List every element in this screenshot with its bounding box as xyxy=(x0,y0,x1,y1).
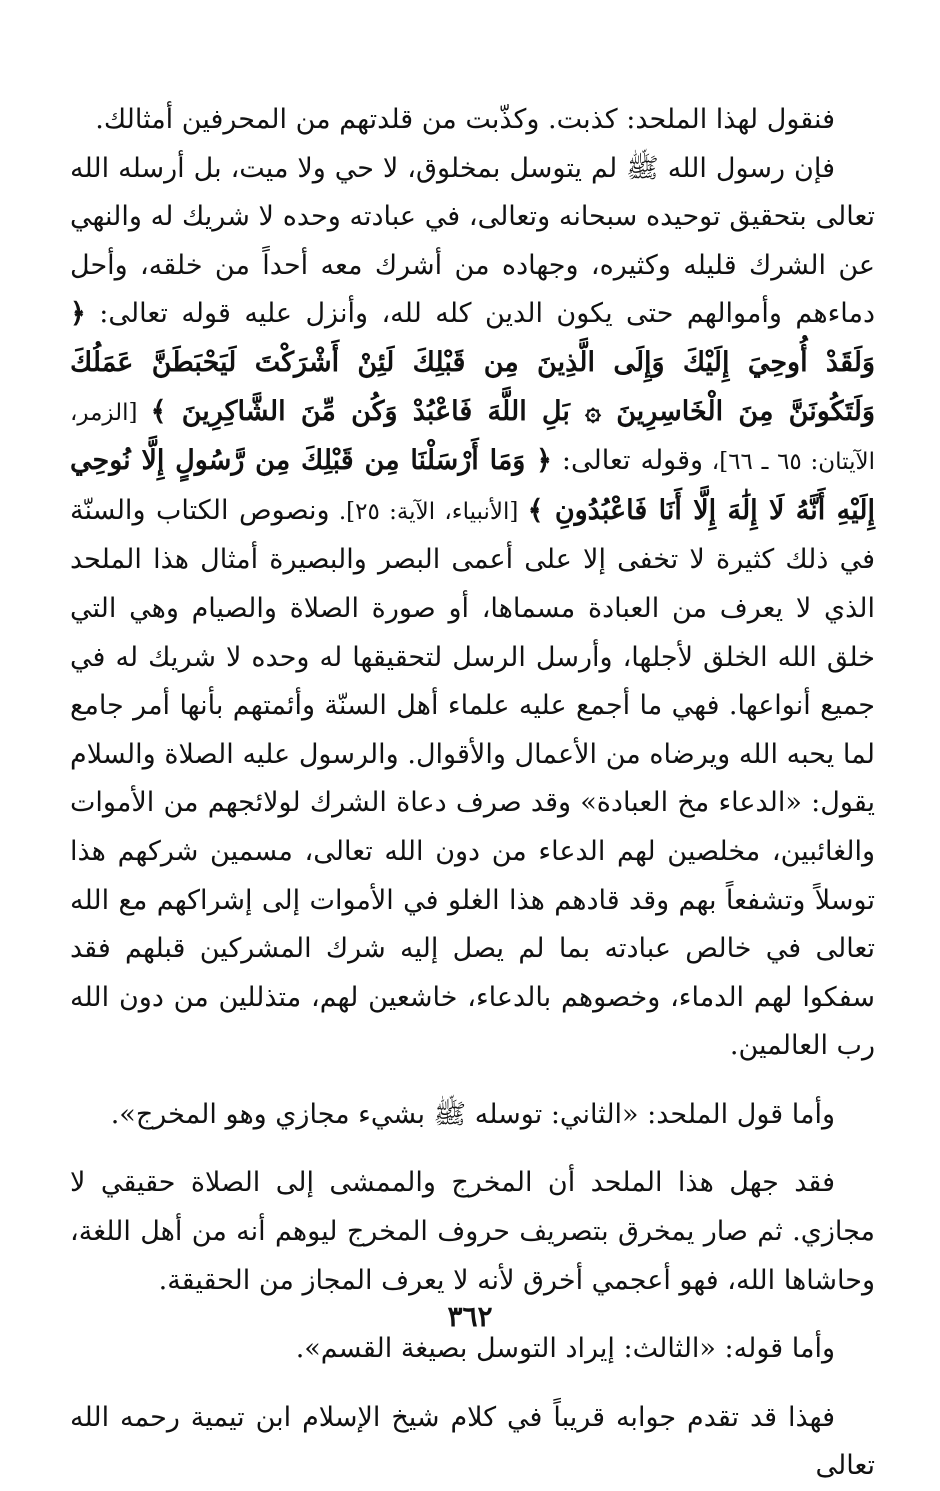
paragraph-6-text: فهذا قد تقدم جوابه قريباً في كلام شيخ الإسلام ابن تيمية رحمه الله تعالى xyxy=(70,1401,875,1482)
paragraph-4 xyxy=(70,1159,875,1305)
paragraph-6 xyxy=(70,1394,875,1491)
paragraph-1 xyxy=(70,96,875,145)
paragraph-2-body: ونصوص الكتاب والسنّة في ذلك كثيرة لا تخفى إلا على أعمى البصر والبصيرة أمثال هذا الملحد الذي لا يعرف من العبادة مسماها، أو صورة الصلاة والصيام وهي التي خلق الله الخلق لأجلها، وأرسل الرسل لتحقيقها له وحده لا شريك له في جميع أنواعها. فهي ما أجمع عليه علماء أهل السنّة وأئمتهم بأنها أمر جامع لما يحبه الله ويرضاه من الأعمال والأقوال. والرسول عليه الصلاة والسلام يقول: «الدعاء مخ العبادة» وقد صرف دعاة الشرك لولائجهم من الأموات والغائبين، مخلصين لهم الدعاء من دون الله تعالى، مسمين شركهم هذا توسلاً وتشفعاً بهم وقد قادهم هذا الغلو في الأموات إلى إشراكهم مع الله تعالى في خالص عبادته بما لم يصل إليه شرك المشركين قبلهم فقد سفكوا لهم الدماء، وخصوهم بالدعاء، خاشعين لهم، متذللين من دون الله رب العالمين. xyxy=(70,494,875,1062)
paragraph-4-text: فقد جهل هذا الملحد أن المخرج والممشى إلى الصلاة حقيقي لا مجازي. ثم صار يمخرق بتصريف حروف المخرج ليوهم أنه من أهل اللغة، وحاشاها الله، فهو أعجمي أخرق لأنه لا يعرف المجاز من الحقيقة. xyxy=(70,1167,875,1296)
paragraph-1-text: فنقول لهذا الملحد: كذبت. وكذّبت من قلدتهم من المحرفين أمثالك. xyxy=(95,104,835,135)
paragraph-2 xyxy=(70,145,875,1071)
paragraph-3-text: وأما قول الملحد: «الثاني: توسله ﷺ بشيء مجازي وهو المخرج». xyxy=(110,1098,835,1130)
verse-reference-zumar: [الزمر، الآيتان: ٦٥ ـ ٦٦]، xyxy=(70,399,875,476)
paragraph-3 xyxy=(70,1091,875,1140)
page-number: ٣٦٢ xyxy=(447,1300,493,1333)
quran-verse-anbiya: ﴿ وَمَا أَرْسَلْنَا مِن قَبْلِكَ مِن رَّسُولٍ إِلَّا نُوحِي إِلَيْهِ أَنَّهُ لَا إِلَٰهَ إِلَّا أَنَا فَاعْبُدُونِ ﴾ xyxy=(70,445,875,526)
verse-reference-anbiya: [الأنبياء، الآية: ٢٥]. xyxy=(329,498,528,525)
quran-verse-zumar: ﴿ وَلَقَدْ أُوحِيَ إِلَيْكَ وَإِلَى الَّذِينَ مِن قَبْلِكَ لَئِنْ أَشْرَكْتَ لَيَحْبَطَنَّ عَمَلُكَ وَلَتَكُونَنَّ مِنَ الْخَاسِرِينَ ۞ بَلِ اللَّهَ فَاعْبُدْ وَكُن مِّنَ الشَّاكِرِينَ ﴾ xyxy=(70,298,875,427)
paragraph-5-text: وأما قوله: «الثالث: إيراد التوسل بصيغة القسم». xyxy=(295,1333,835,1365)
paragraph-2-intro: فإن رسول الله ﷺ لم يتوسل بمخلوق، لا حي ولا ميت، بل أرسله الله تعالى بتحقيق توحيده سبحانه وتعالى، في عبادته وحده لا شريك له والنهي عن الشرك قليله وكثيره، وجهاده من أشرك معه أحداً من خلقه، وأحل دماءهم وأموالهم حتى يكون الدين كله لله، وأنزل عليه قوله تعالى: xyxy=(70,152,875,330)
paragraph-2-connector: وقوله تعالى: xyxy=(551,445,704,477)
body-text xyxy=(70,96,875,1491)
